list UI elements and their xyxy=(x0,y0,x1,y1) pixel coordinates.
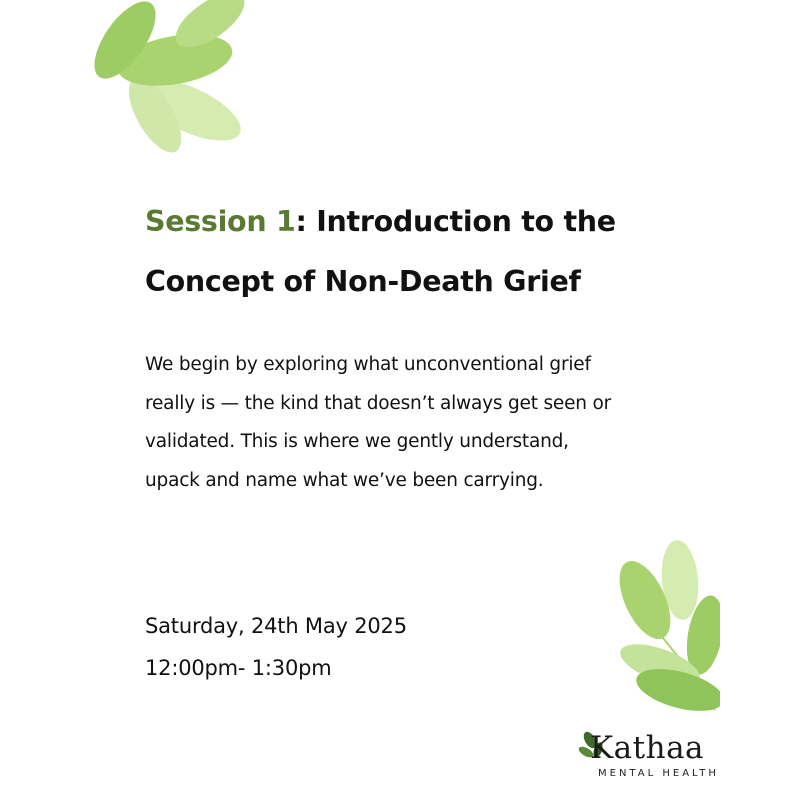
session-title-line1: : Introduction to the xyxy=(295,205,616,238)
event-date: Saturday, 24th May 2025 xyxy=(145,614,407,638)
description-line: We begin by exploring what unconventional grief xyxy=(145,354,591,375)
description-line: validated. This is where we gently understand, xyxy=(145,431,569,452)
session-title-line2: Concept of Non-Death Grief xyxy=(145,265,581,298)
session-title xyxy=(145,192,705,312)
leaf-decoration-icon xyxy=(80,0,250,160)
brand-logo xyxy=(578,728,719,784)
description-line: really is — the kind that doesn’t always get seen or xyxy=(145,392,611,414)
brand-subtitle: MENTAL HEALTH xyxy=(598,768,719,779)
leaf-decoration-bottom-icon xyxy=(610,540,720,720)
session-number: Session 1 xyxy=(145,205,296,238)
event-time: 12:00pm- 1:30pm xyxy=(145,656,332,680)
brand-name: Kathaa xyxy=(590,730,705,766)
description-line: upack and name what we’ve been carrying. xyxy=(145,469,544,491)
session-description xyxy=(145,346,665,500)
